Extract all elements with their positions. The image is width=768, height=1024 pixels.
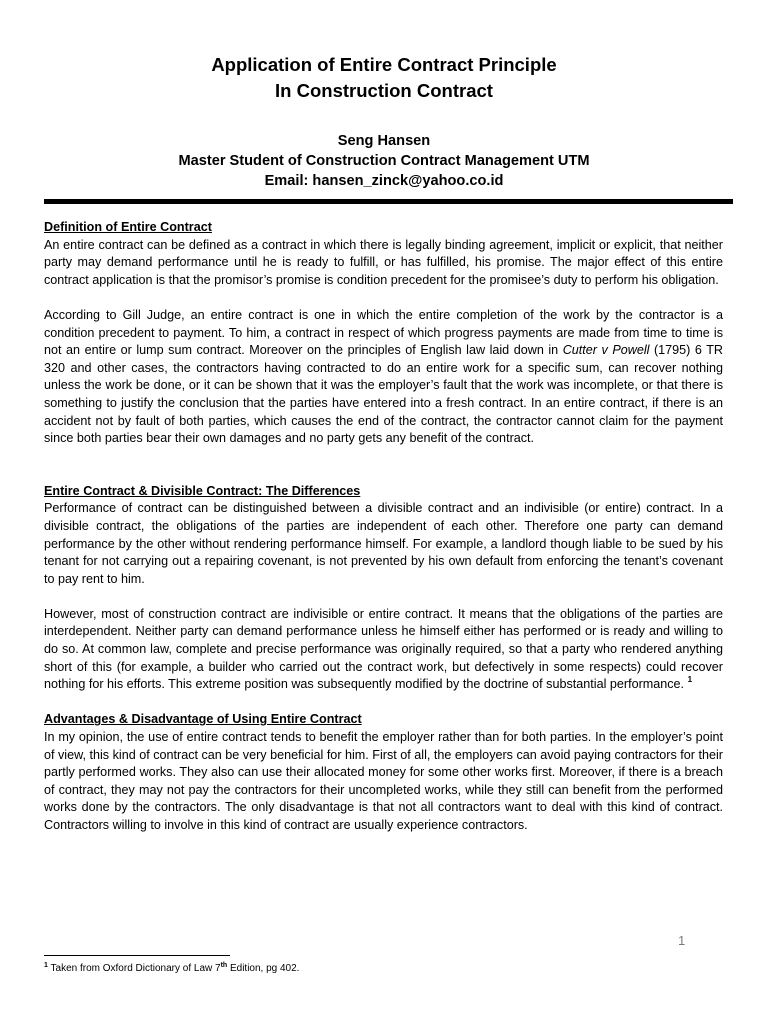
document-body bbox=[44, 219, 723, 835]
case-citation: Cutter v Powell bbox=[562, 343, 650, 358]
author-affiliation: Master Student of Construction Contract Management UTM bbox=[178, 153, 590, 169]
section-heading-definition: Definition of Entire Contract bbox=[44, 220, 212, 234]
footnote-marker: 1 bbox=[44, 962, 48, 969]
footnote-reference[interactable]: 1 bbox=[687, 675, 693, 685]
section-heading-advantages: Advantages & Disadvantage of Using Entire Contract bbox=[44, 712, 362, 727]
footnote-divider bbox=[44, 955, 230, 956]
document-subtitle: In Construction Contract bbox=[275, 80, 493, 101]
footnote bbox=[44, 962, 299, 975]
paragraph bbox=[44, 606, 723, 694]
paragraph-text: However, most of construction contract are indivisible or entire contract. It means that the obligations of the parties are interdependent. Neither party can demand performance unless he himself either has performed or is ready and willing to do so. At common law, complete and precise performance was originally required, so that a party who rendered anything short of this (for example, a builder who carried out the contract work, but defectively in some respects) could recover nothing for his efforts. This extreme position was subsequently modified by the doctrine of substantial performance. bbox=[44, 606, 723, 692]
document-title: Application of Entire Contract Principle bbox=[211, 54, 557, 75]
footnote-text: Taken from Oxford Dictionary of Law 7 bbox=[47, 963, 221, 974]
paragraph: In my opinion, the use of entire contract tends to benefit the employer rather than for both parties. In the employer’s point of view, this kind of contract can be very beneficial for him. First of all, the employers can avoid paying contractors for their partly performed works. They also can use their allocated money for some other works first. Moreover, if there is a breach of contract, they may not pay the contractors for their uncompleted works, while they still can benefit from the performed works done by the contractors. The only disadvantage is that not all contractors want to deal with this kind of contract. Contractors willing to involve in this kind of contract are usually experience contractors. bbox=[44, 730, 723, 832]
author-email: Email: hansen_zinck@yahoo.co.id bbox=[264, 173, 504, 189]
title-block bbox=[44, 52, 724, 104]
author-block bbox=[44, 131, 724, 191]
header-divider bbox=[44, 199, 733, 204]
paragraph-text: According to Gill Judge, an entire contract is one in which the entire completion of the work by the contractor is a condition precedent to payment. To him, a contract in respect of which progress payments are made from time to time is not an entire or lump sum contract. Moreover on the principles of English law laid down in bbox=[44, 307, 723, 358]
footnote-superscript: th bbox=[220, 962, 228, 969]
paragraph: An entire contract can be defined as a contract in which there is legally binding agreement, implicit or explicit, that neither party may demand performance until he is ready to fulfill, or has fulfilled, his promise. The major effect of this entire contract application is that the promisor’s promise is condition precedent for the promisee’s duty to perform his obligation. bbox=[44, 237, 723, 287]
paragraph bbox=[44, 307, 723, 448]
page-number: 1 bbox=[678, 933, 686, 948]
section-heading-differences: Entire Contract & Divisible Contract: The Differences bbox=[44, 483, 361, 498]
paragraph: Performance of contract can be distinguished between a divisible contract and an indivisible (or entire) contract. In a divisible contract, the obligations of the parties are independent of each other. Therefore one party can demand performance by the other without rendering performance himself. For example, a landlord though liable to be sued by his tenant for not carrying out a repairing covenant, is not prevented by his own default from enforcing the tenant’s covenant to pay rent to him. bbox=[44, 501, 723, 586]
paragraph-text: (1795) 6 TR 320 and other cases, the contractors having contracted to do an entire work for a specific sum, can recover nothing unless the work be done, or it can be shown that it was the employer’s fault that the work was incomplete, or that there is something to justify the conclusion that the parties have entered into a fresh contract. In an entire contract, if there is an accident not by fault of both parties, which causes the end of the contract, the contractor cannot claim for the payment since both parties bear their own damages and no party gets any benefit of the contract. bbox=[44, 343, 723, 446]
author-name: Seng Hansen bbox=[337, 133, 431, 149]
footnote-text: Edition, pg 402. bbox=[227, 963, 300, 974]
